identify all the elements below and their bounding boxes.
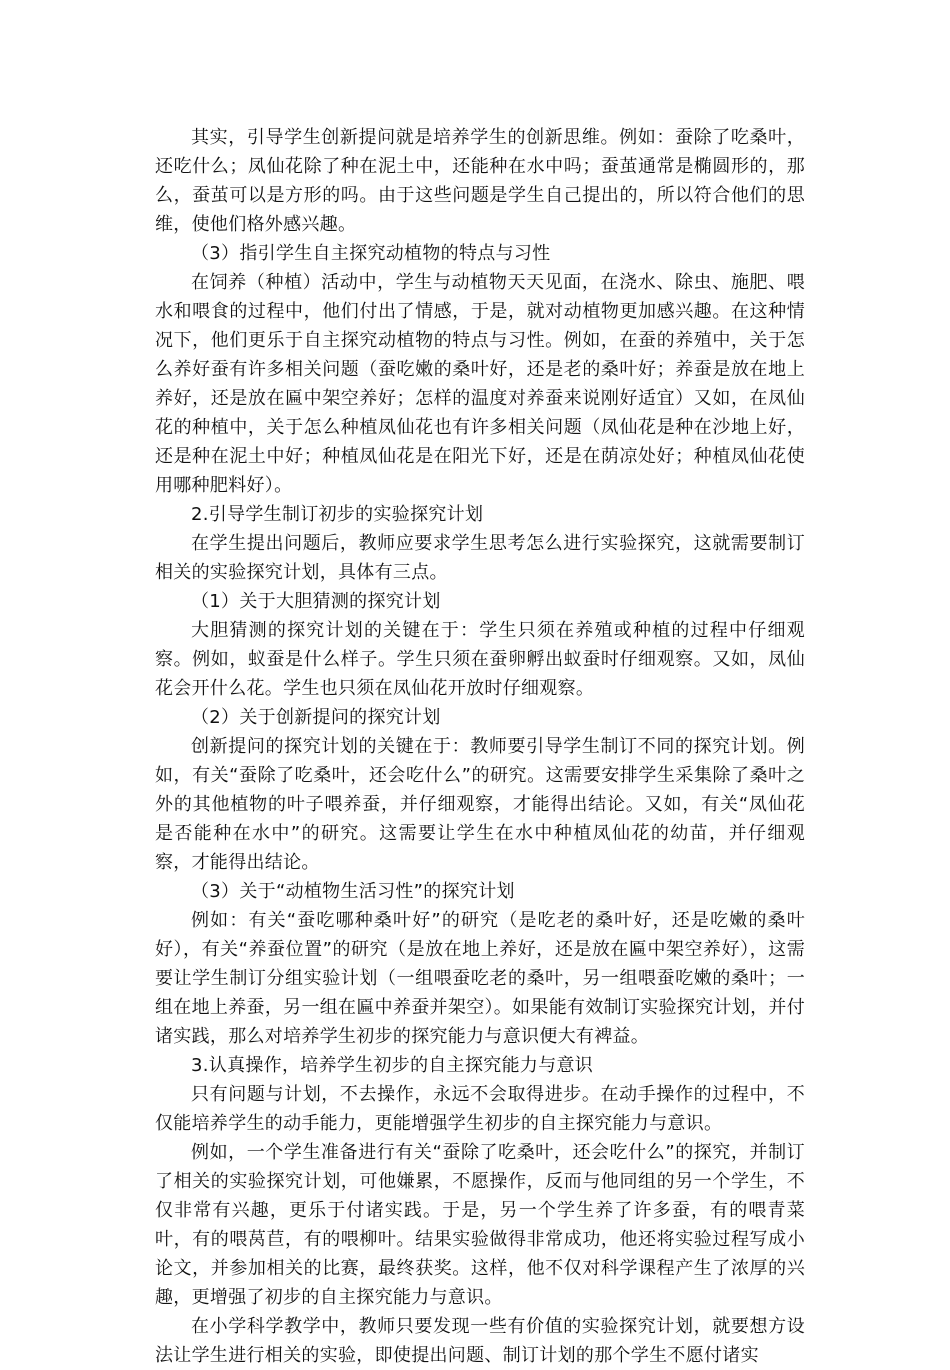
subsection-heading: （1）关于大胆猜测的探究计划 bbox=[191, 591, 441, 612]
section-heading: 2.引导学生制订初步的实验探究计划 bbox=[191, 504, 484, 525]
document-body bbox=[155, 123, 805, 1370]
section-heading: 3.认真操作，培养学生初步的自主探究能力与意识 bbox=[191, 1055, 594, 1076]
subsection-heading: （2）关于创新提问的探究计划 bbox=[191, 707, 441, 728]
paragraph: 例如，一个学生准备进行有关“蚕除了吃桑叶，还会吃什么”的探究，并制订了相关的实验探究计划，可他嫌累，不愿操作，反而与他同组的另一个学生，不仅非常有兴趣，更乐于付诸实践。于是，另一个学生养了许多蚕，有的喂青菜叶，有的喂莴苣，有的喂柳叶。结果实验做得非常成功，他还将实验过程写成小论文，并参加相关的比赛，最终获奖。这样，他不仅对科学课程产生了浓厚的兴趣，更增强了初步的自主探究能力与意识。 bbox=[155, 1142, 805, 1308]
paragraph: 其实，引导学生创新提问就是培养学生的创新思维。例如：蚕除了吃桑叶，还吃什么；凤仙花除了种在泥土中，还能种在水中吗；蚕茧通常是椭圆形的，那么，蚕茧可以是方形的吗。由于这些问题是学生自己提出的，所以符合他们的思维，使他们格外感兴趣。 bbox=[155, 127, 805, 235]
paragraph: 例如：有关“蚕吃哪种桑叶好”的研究（是吃老的桑叶好，还是吃嫩的桑叶好），有关“养蚕位置”的研究（是放在地上养好，还是放在匾中架空养好），这需要让学生制订分组实验计划（一组喂蚕吃老的桑叶，另一组喂蚕吃嫩的桑叶；一组在地上养蚕，另一组在匾中养蚕并架空）。如果能有效制订实验探究计划，并付诸实践，那么对培养学生初步的探究能力与意识便大有裨益。 bbox=[155, 910, 805, 1047]
paragraph: 在饲养（种植）活动中，学生与动植物天天见面，在浇水、除虫、施肥、喂水和喂食的过程中，他们付出了情感，于是，就对动植物更加感兴趣。在这种情况下，他们更乐于自主探究动植物的特点与习性。例如，在蚕的养殖中，关于怎么养好蚕有许多相关问题（蚕吃嫩的桑叶好，还是老的桑叶好；养蚕是放在地上养好，还是放在匾中架空养好；怎样的温度对养蚕来说刚好适宜）又如，在凤仙花的种植中，关于怎么种植凤仙花也有许多相关问题（凤仙花是种在沙地上好，还是种在泥土中好；种植凤仙花是在阳光下好，还是在荫凉处好；种植凤仙花使用哪种肥料好）。 bbox=[155, 272, 805, 496]
paragraph: 创新提问的探究计划的关键在于：教师要引导学生制订不同的探究计划。例如，有关“蚕除了吃桑叶，还会吃什么”的研究。这需要安排学生采集除了桑叶之外的其他植物的叶子喂养蚕，并仔细观察，才能得出结论。又如，有关“凤仙花是否能种在水中”的研究。这需要让学生在水中种植凤仙花的幼苗，并仔细观察，才能得出结论。 bbox=[155, 736, 805, 873]
paragraph: 大胆猜测的探究计划的关键在于：学生只须在养殖或种植的过程中仔细观察。例如，蚁蚕是什么样子。学生只须在蚕卵孵出蚁蚕时仔细观察。又如，凤仙花会开什么花。学生也只须在凤仙花开放时仔细观察。 bbox=[155, 620, 805, 699]
paragraph: 在学生提出问题后，教师应要求学生思考怎么进行实验探究，这就需要制订相关的实验探究计划，具体有三点。 bbox=[155, 533, 805, 583]
subsection-heading: （3）关于“动植物生活习性”的探究计划 bbox=[191, 881, 515, 902]
paragraph: 在小学科学教学中，教师只要发现一些有价值的实验探究计划，就要想方设法让学生进行相关的实验，即使提出问题、制订计划的那个学生不愿付诸实 bbox=[155, 1316, 805, 1366]
paragraph: 只有问题与计划，不去操作，永远不会取得进步。在动手操作的过程中，不仅能培养学生的动手能力，更能增强学生初步的自主探究能力与意识。 bbox=[155, 1084, 805, 1134]
subsection-heading: （3）指引学生自主探究动植物的特点与习性 bbox=[191, 243, 551, 264]
